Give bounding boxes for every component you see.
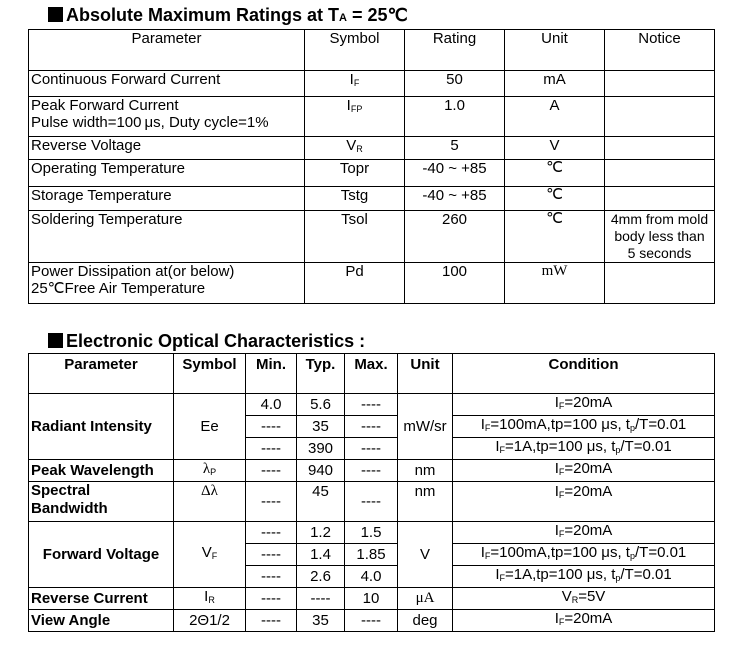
param-line: Reverse Voltage — [31, 137, 142, 154]
symbol-main: I — [349, 71, 354, 88]
symbol-cell — [305, 187, 405, 211]
col-header-min: Min. — [246, 354, 297, 394]
table-row — [29, 160, 715, 187]
table-row — [29, 460, 715, 482]
notice-cell — [605, 187, 715, 211]
unit-reverse: μA — [398, 588, 453, 610]
typ-value: 35 — [297, 610, 345, 632]
symbol-cell — [305, 97, 405, 137]
col-header-rating: Rating — [405, 30, 505, 71]
notice-cell — [605, 97, 715, 137]
param-line: Operating Temperature — [31, 160, 185, 177]
col-header-unit: Unit — [398, 354, 453, 394]
min-value: ---- — [246, 522, 297, 544]
max-value: 1.85 — [345, 544, 398, 566]
optical-table — [28, 353, 715, 632]
unit-cell: ℃ — [505, 211, 605, 263]
optical-table-body — [29, 354, 715, 632]
symbol-forward: $V_F$ — [174, 522, 246, 588]
table-row — [29, 137, 715, 160]
unit-cell: ℃ — [505, 160, 605, 187]
unit-cell: mW — [505, 263, 605, 304]
param-line: Continuous Forward Current — [31, 71, 221, 88]
param-spectral-line2: Bandwidth — [31, 500, 108, 517]
symbol-subscript: F — [353, 78, 360, 88]
param-view-angle: View Angle — [29, 610, 174, 632]
max-value: 10 — [345, 588, 398, 610]
rating-cell: 260 — [405, 211, 505, 263]
black-square-icon — [48, 7, 63, 22]
notice-line: 5 seconds — [627, 245, 692, 261]
symbol-peak: $\lambda_P$ — [174, 460, 246, 482]
min-value: ---- — [246, 438, 297, 460]
typ-value: 1.2 — [297, 522, 345, 544]
param-line: Peak Forward Current — [31, 97, 179, 114]
table-row — [29, 187, 715, 211]
notice-line: body less than — [614, 228, 705, 244]
table-row — [29, 97, 715, 137]
condition: $V_R=5V$ — [453, 588, 715, 610]
table-row — [29, 263, 715, 304]
unit-peak: nm — [398, 460, 453, 482]
symbol-cell — [305, 71, 405, 97]
symbol-radiant: Ee — [174, 394, 246, 460]
col-header-unit: Unit — [505, 30, 605, 71]
condition: $I_F=100mA,tp=100$ μs, $t_p/T=0.01$ — [453, 416, 715, 438]
param-line: Pulse width=100 μs, Duty cycle=1% — [31, 114, 269, 131]
param-line: Power Dissipation at(or below) — [31, 263, 235, 280]
symbol-main: Topr — [339, 160, 370, 177]
typ-value: ---- — [297, 588, 345, 610]
rating-cell: 1.0 — [405, 97, 505, 137]
notice-cell — [605, 160, 715, 187]
typ-value: 390 — [297, 438, 345, 460]
notice-cell — [605, 71, 715, 97]
optical-heading-text: Electronic Optical Characteristics : — [66, 331, 366, 351]
symbol-reverse: $I_R$ — [174, 588, 246, 610]
symbol-cell — [305, 137, 405, 160]
col-header-typ: Typ. — [297, 354, 345, 394]
typ-value: 940 — [297, 460, 345, 482]
max-value: 1.5 — [345, 522, 398, 544]
symbol-cell — [305, 160, 405, 187]
col-header-parameter: Parameter — [29, 30, 305, 71]
condition: $I_F=20mA$ — [453, 460, 715, 482]
optical-heading — [48, 331, 365, 352]
col-header-symbol: Symbol — [174, 354, 246, 394]
symbol-main: Pd — [345, 263, 364, 280]
notice-cell — [605, 263, 715, 304]
unit-forward: V — [398, 522, 453, 588]
symbol-subscript: FP — [350, 104, 363, 114]
unit-cell: V — [505, 137, 605, 160]
param-reverse-current: Reverse Current — [29, 588, 174, 610]
param-line: 25℃Free Air Temperature — [31, 280, 206, 297]
unit-cell: A — [505, 97, 605, 137]
abs-max-heading-tail: = 25℃ — [347, 5, 408, 25]
condition: $I_F=1A,tp=100$ μs, $t_p/T=0.01$ — [453, 438, 715, 460]
unit-view: deg — [398, 610, 453, 632]
max-value: ---- — [345, 438, 398, 460]
param-cell — [29, 211, 305, 263]
max-value: ---- — [345, 610, 398, 632]
max-value: ---- — [345, 482, 398, 522]
typ-value: 1.4 — [297, 544, 345, 566]
symbol-main: Tsol — [341, 211, 368, 228]
table-row — [29, 482, 715, 522]
typ-value: 5.6 — [297, 394, 345, 416]
param-forward-voltage: Forward Voltage — [29, 522, 174, 588]
param-spectral-bandwidth — [29, 482, 174, 522]
symbol-main: V — [346, 137, 357, 154]
typ-value: 35 — [297, 416, 345, 438]
notice-cell — [605, 137, 715, 160]
table-row — [29, 610, 715, 632]
notice-line: 4mm from mold — [610, 211, 709, 227]
param-spectral-line1: Spectral — [31, 482, 91, 499]
min-value: ---- — [246, 482, 297, 522]
col-header-condition: Condition — [453, 354, 715, 394]
param-cell — [29, 160, 305, 187]
condition: $I_F=20mA$ — [453, 610, 715, 632]
abs-max-table-body — [29, 30, 715, 304]
col-header-symbol: Symbol — [305, 30, 405, 71]
unit-radiant: mW/sr — [398, 394, 453, 460]
rating-cell: 50 — [405, 71, 505, 97]
max-value: ---- — [345, 416, 398, 438]
condition: $I_F=20mA$ — [453, 522, 715, 544]
optical-header-row — [29, 354, 715, 394]
symbol-main: Tstg — [340, 187, 369, 204]
rating-cell: -40 ~ +85 — [405, 187, 505, 211]
unit-cell: mA — [505, 71, 605, 97]
min-value: 4.0 — [246, 394, 297, 416]
param-cell — [29, 187, 305, 211]
param-peak-wavelength: Peak Wavelength — [29, 460, 174, 482]
condition: $I_F=20mA$ — [453, 482, 715, 522]
param-line: Storage Temperature — [31, 187, 172, 204]
table-row — [29, 522, 715, 544]
notice-cell — [605, 211, 715, 263]
table-row — [29, 211, 715, 263]
min-value: ---- — [246, 416, 297, 438]
abs-max-heading-main: Absolute Maximum Ratings at T — [66, 5, 340, 25]
symbol-subscript: R — [356, 144, 363, 154]
abs-max-header-row — [29, 30, 715, 71]
param-line: Soldering Temperature — [31, 211, 183, 228]
max-value: 4.0 — [345, 566, 398, 588]
min-value: ---- — [246, 566, 297, 588]
max-value: ---- — [345, 394, 398, 416]
condition: $I_F=100mA,tp=100$ μs, $t_p/T=0.01$ — [453, 544, 715, 566]
unit-cell: ℃ — [505, 187, 605, 211]
symbol-cell — [305, 211, 405, 263]
symbol-main: I — [346, 97, 351, 114]
col-header-parameter: Parameter — [29, 354, 174, 394]
max-value: ---- — [345, 460, 398, 482]
min-value: ---- — [246, 588, 297, 610]
param-cell — [29, 71, 305, 97]
param-cell — [29, 97, 305, 137]
typ-value: 45 — [297, 482, 345, 522]
typ-value: 2.6 — [297, 566, 345, 588]
unit-spectral: nm — [398, 482, 453, 522]
table-row — [29, 71, 715, 97]
param-cell — [29, 263, 305, 304]
symbol-view: 2Θ1/2 — [174, 610, 246, 632]
col-header-notice: Notice — [605, 30, 715, 71]
col-header-max: Max. — [345, 354, 398, 394]
param-cell — [29, 137, 305, 160]
min-value: ---- — [246, 610, 297, 632]
abs-max-heading-sub: A — [339, 12, 347, 24]
min-value: ---- — [246, 460, 297, 482]
min-value: ---- — [246, 544, 297, 566]
rating-cell: 100 — [405, 263, 505, 304]
rating-cell: -40 ~ +85 — [405, 160, 505, 187]
abs-max-heading — [48, 5, 408, 26]
black-square-icon — [48, 333, 63, 348]
param-radiant-intensity: Radiant Intensity — [29, 394, 174, 460]
symbol-cell — [305, 263, 405, 304]
condition: $I_F=1A,tp=100$ μs, $t_p/T=0.01$ — [453, 566, 715, 588]
abs-max-table — [28, 29, 715, 304]
symbol-spectral: Δλ — [174, 482, 246, 522]
table-row — [29, 588, 715, 610]
rating-cell: 5 — [405, 137, 505, 160]
table-row — [29, 394, 715, 416]
condition: $I_F=20mA$ — [453, 394, 715, 416]
